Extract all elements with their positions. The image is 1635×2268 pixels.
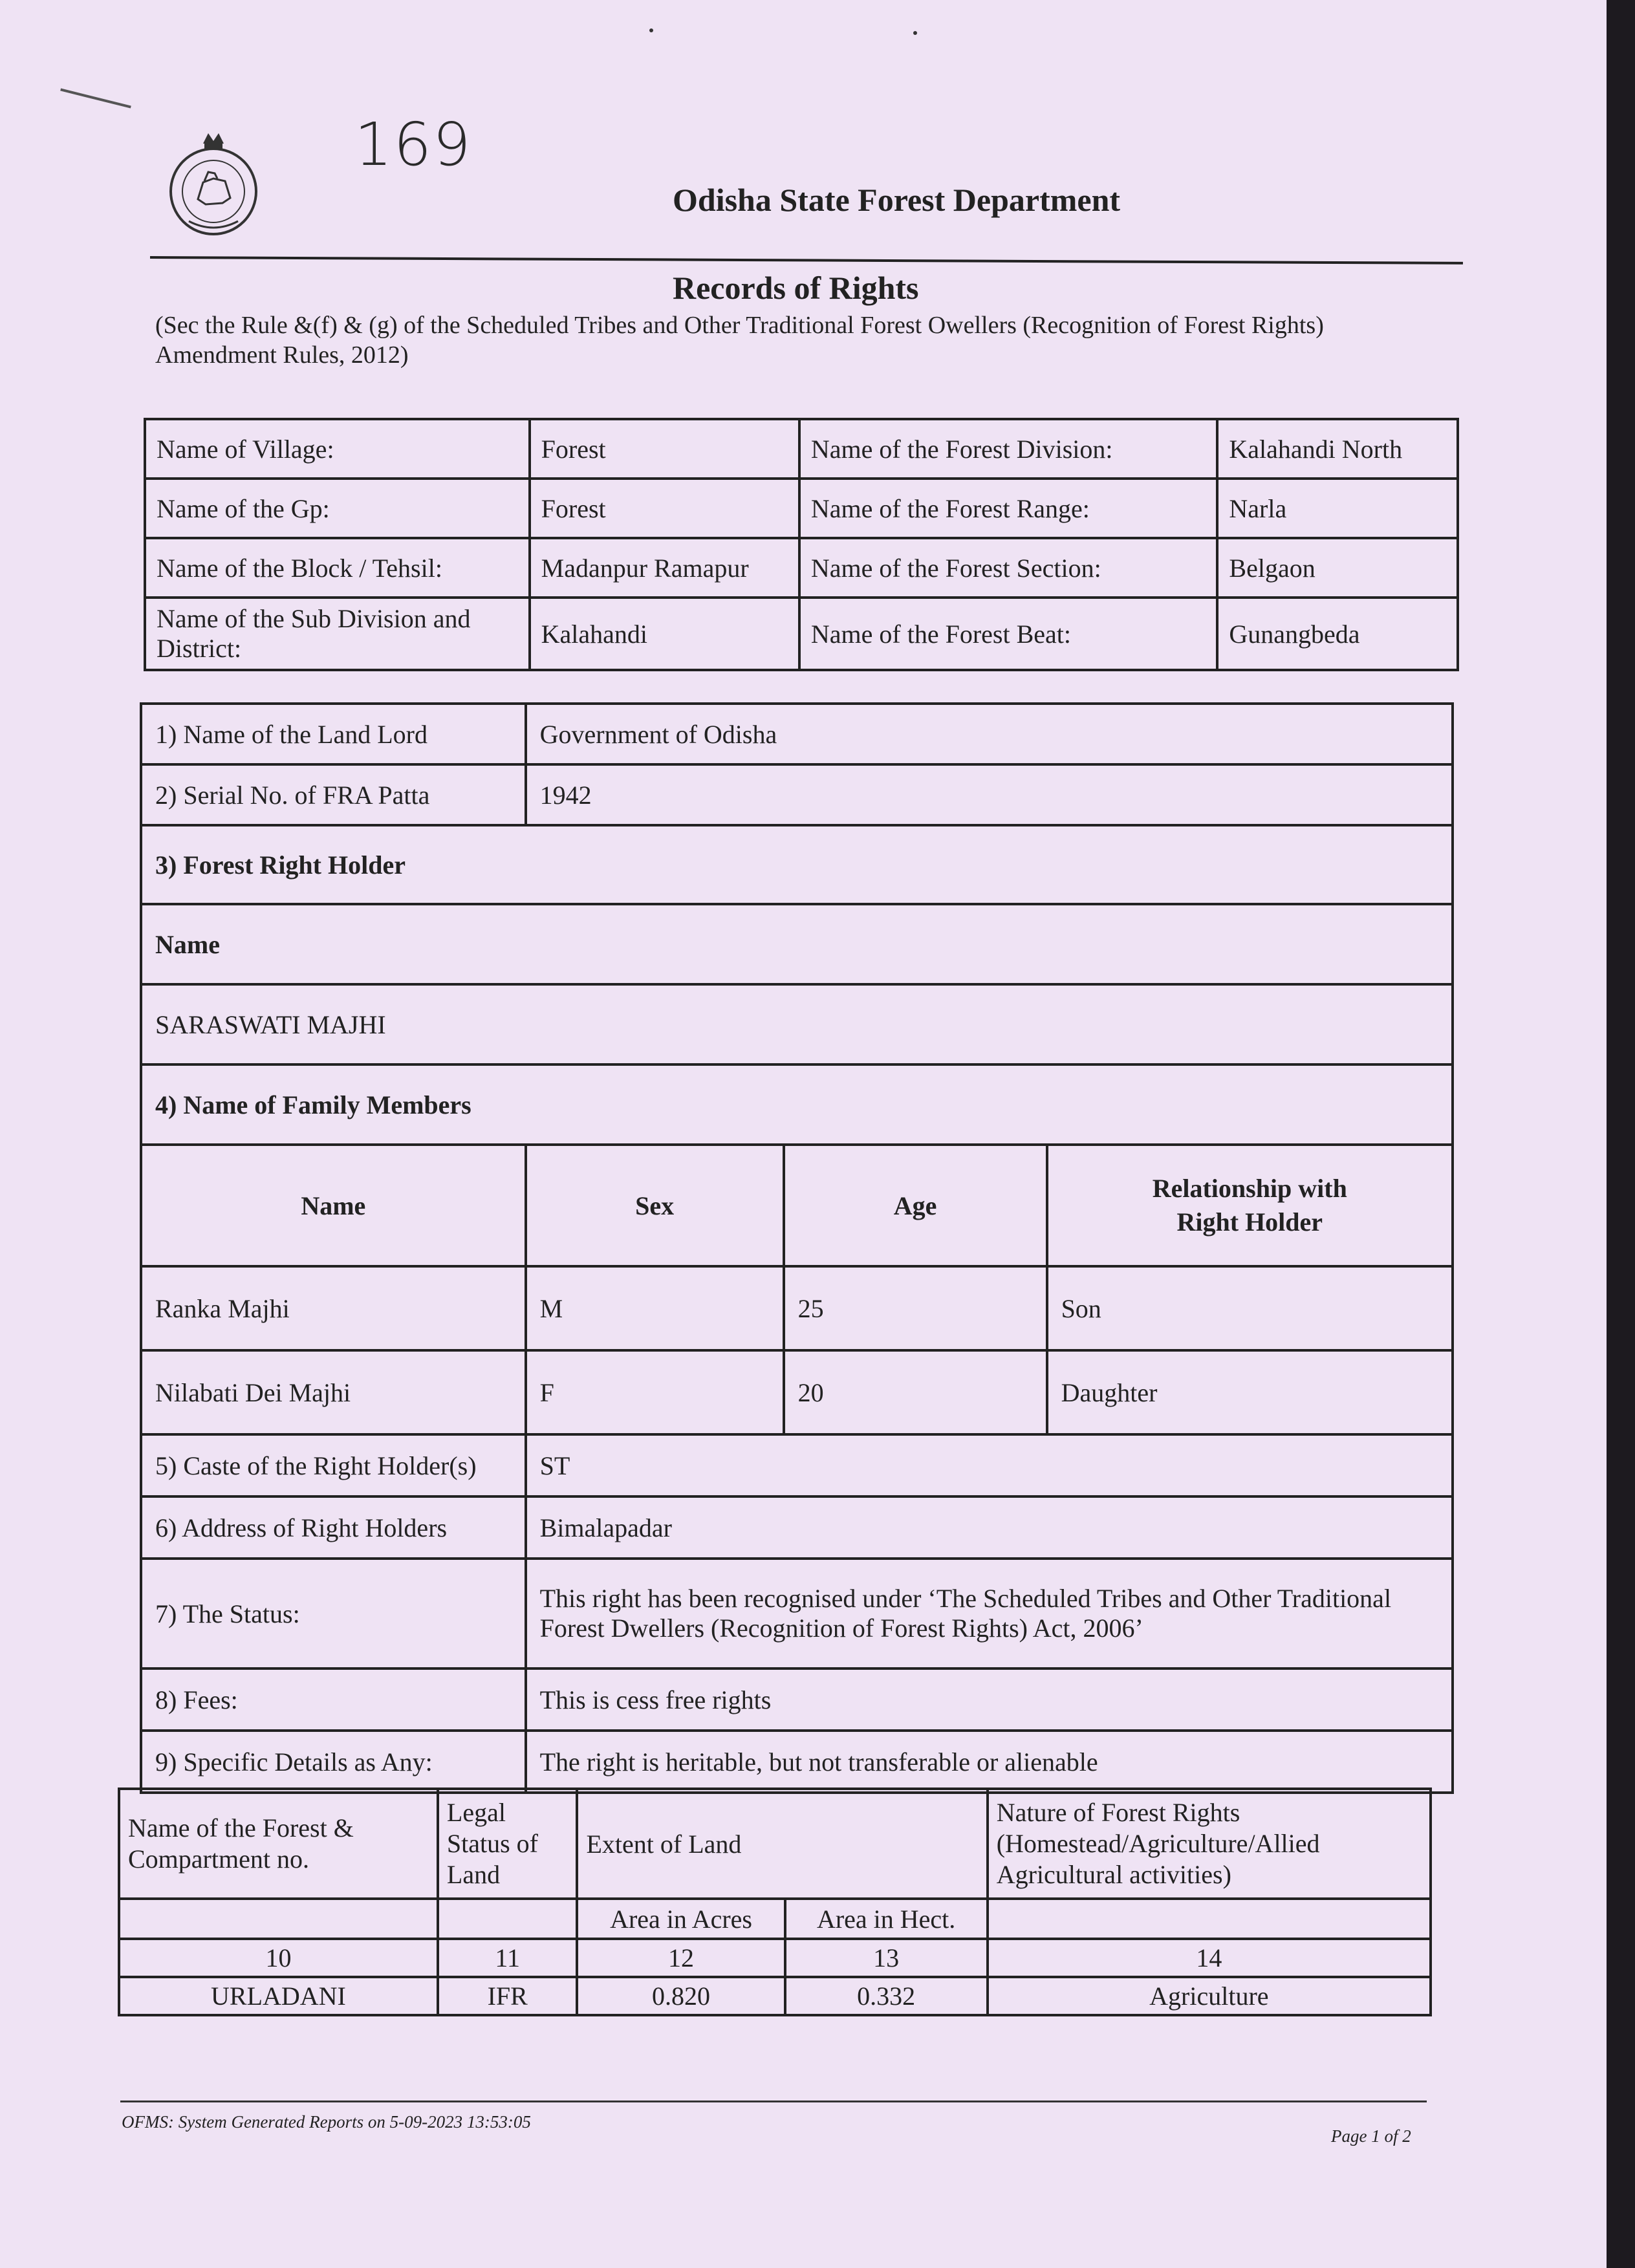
scan-dark-edge — [1607, 0, 1635, 2268]
table-row — [141, 1064, 1453, 1145]
land-table — [118, 1787, 1432, 2016]
subdivision-label: Name of the Sub Division and District: — [145, 598, 530, 670]
table-row — [145, 598, 1458, 670]
village-label: Name of Village: — [145, 419, 530, 479]
fees-value: This is cess free rights — [526, 1669, 1453, 1731]
specific-value: The right is heritable, but not transferable or alienable — [526, 1731, 1453, 1793]
village-value: Forest — [530, 419, 799, 479]
address-value: Bimalapadar — [526, 1496, 1453, 1559]
division-label: Name of the Forest Division: — [799, 419, 1218, 479]
header-rule — [150, 256, 1463, 265]
family-member-sex: M — [526, 1266, 784, 1350]
department-name: Odisha State Forest Department — [673, 182, 1121, 218]
table-row — [141, 1434, 1453, 1496]
area-acres: 0.820 — [577, 1977, 785, 2015]
scan-speck — [913, 31, 917, 35]
specific-label: 9) Specific Details as Any: — [141, 1731, 526, 1793]
location-table — [144, 418, 1459, 671]
area-hect: 0.332 — [785, 1977, 988, 2015]
beat-label: Name of the Forest Beat: — [799, 598, 1218, 670]
handwritten-number: 169 — [354, 110, 472, 179]
rules-reference: (Sec the Rule &(f) & (g) of the Scheduled Tribes and Other Traditional Forest Owellers (Recognition of Forest Rights) Amendment Rules, 2012) — [155, 312, 1324, 369]
fees-label: 8) Fees: — [141, 1669, 526, 1731]
pen-mark — [60, 89, 131, 109]
family-col-sex: Sex — [526, 1145, 784, 1266]
empty-cell — [988, 1899, 1431, 1939]
column-number: 13 — [785, 1939, 988, 1977]
odisha-emblem-icon — [163, 127, 264, 237]
rights-details-table — [140, 702, 1454, 1794]
table-row — [141, 1266, 1453, 1350]
family-member-sex: F — [526, 1350, 784, 1434]
table-row — [145, 538, 1458, 598]
division-value: Kalahandi North — [1217, 419, 1458, 479]
family-col-relationship: Relationship with Right Holder — [1047, 1145, 1453, 1266]
column-number: 14 — [988, 1939, 1431, 1977]
serial-label: 2) Serial No. of FRA Patta — [141, 764, 526, 825]
range-value: Narla — [1217, 479, 1458, 538]
land-header-row — [119, 1789, 1431, 1899]
table-row — [141, 1496, 1453, 1559]
forest-name: URLADANI — [119, 1977, 438, 2015]
serial-value: 1942 — [526, 764, 1453, 825]
family-member-age: 20 — [784, 1350, 1047, 1434]
address-label: 6) Address of Right Holders — [141, 1496, 526, 1559]
holder-name: SARASWATI MAJHI — [141, 984, 1453, 1064]
landlord-value: Government of Odisha — [526, 704, 1453, 764]
legal-status: IFR — [438, 1977, 578, 2015]
beat-value: Gunangbeda — [1217, 598, 1458, 670]
forest-compartment-header: Name of the Forest & Compartment no. — [119, 1789, 438, 1899]
column-number: 12 — [577, 1939, 785, 1977]
page-title: Records of Rights — [673, 270, 919, 306]
family-member-name: Ranka Majhi — [141, 1266, 526, 1350]
table-row — [141, 1669, 1453, 1731]
footer-rule — [120, 2101, 1427, 2102]
table-row — [141, 825, 1453, 904]
nature-rights-header: Nature of Forest Rights (Homestead/Agriculture/Allied Agricultural activities) — [988, 1789, 1431, 1899]
table-row — [141, 904, 1453, 984]
table-row — [141, 1350, 1453, 1434]
family-col-name: Name — [141, 1145, 526, 1266]
range-label: Name of the Forest Range: — [799, 479, 1218, 538]
table-row — [145, 419, 1458, 479]
area-hect-header: Area in Hect. — [785, 1899, 988, 1939]
family-member-relationship: Daughter — [1047, 1350, 1453, 1434]
status-line: Forest Dwellers (Recognition of Forest Rights) Act, 2006’ — [539, 1614, 1143, 1643]
table-row — [141, 764, 1453, 825]
block-value: Madanpur Ramapur — [530, 538, 799, 598]
table-row — [145, 479, 1458, 538]
family-header-row — [141, 1145, 1453, 1266]
table-row — [141, 1731, 1453, 1793]
family-heading: 4) Name of Family Members — [141, 1064, 1453, 1145]
section-label: Name of the Forest Section: — [799, 538, 1218, 598]
status-value — [526, 1559, 1453, 1669]
gp-label: Name of the Gp: — [145, 479, 530, 538]
table-row — [141, 1559, 1453, 1669]
family-col-age: Age — [784, 1145, 1047, 1266]
status-label: 7) The Status: — [141, 1559, 526, 1669]
family-member-relationship: Son — [1047, 1266, 1453, 1350]
table-row — [119, 1977, 1431, 2015]
caste-label: 5) Caste of the Right Holder(s) — [141, 1434, 526, 1496]
gp-value: Forest — [530, 479, 799, 538]
land-subheader-row — [119, 1899, 1431, 1939]
block-label: Name of the Block / Tehsil: — [145, 538, 530, 598]
nature-rights: Agriculture — [988, 1977, 1431, 2015]
column-number: 11 — [438, 1939, 578, 1977]
landlord-label: 1) Name of the Land Lord — [141, 704, 526, 764]
name-heading: Name — [141, 904, 1453, 984]
empty-cell — [119, 1899, 438, 1939]
subdivision-value: Kalahandi — [530, 598, 799, 670]
table-row — [141, 984, 1453, 1064]
land-number-row — [119, 1939, 1431, 1977]
section-value: Belgaon — [1217, 538, 1458, 598]
caste-value: ST — [526, 1434, 1453, 1496]
holder-heading: 3) Forest Right Holder — [141, 825, 1453, 904]
column-number: 10 — [119, 1939, 438, 1977]
table-row — [141, 704, 1453, 764]
family-member-name: Nilabati Dei Majhi — [141, 1350, 526, 1434]
legal-status-header: Legal Status of Land — [438, 1789, 578, 1899]
status-line: This right has been recognised under ‘The Scheduled Tribes and Other Traditional — [539, 1584, 1392, 1613]
extent-header: Extent of Land — [577, 1789, 987, 1899]
page-number: Page 1 of 2 — [1331, 2126, 1411, 2146]
family-member-age: 25 — [784, 1266, 1047, 1350]
generated-stamp: OFMS: System Generated Reports on 5-09-2023 13:53:05 — [122, 2112, 531, 2132]
empty-cell — [438, 1899, 578, 1939]
area-acres-header: Area in Acres — [577, 1899, 785, 1939]
scan-speck — [649, 28, 653, 32]
